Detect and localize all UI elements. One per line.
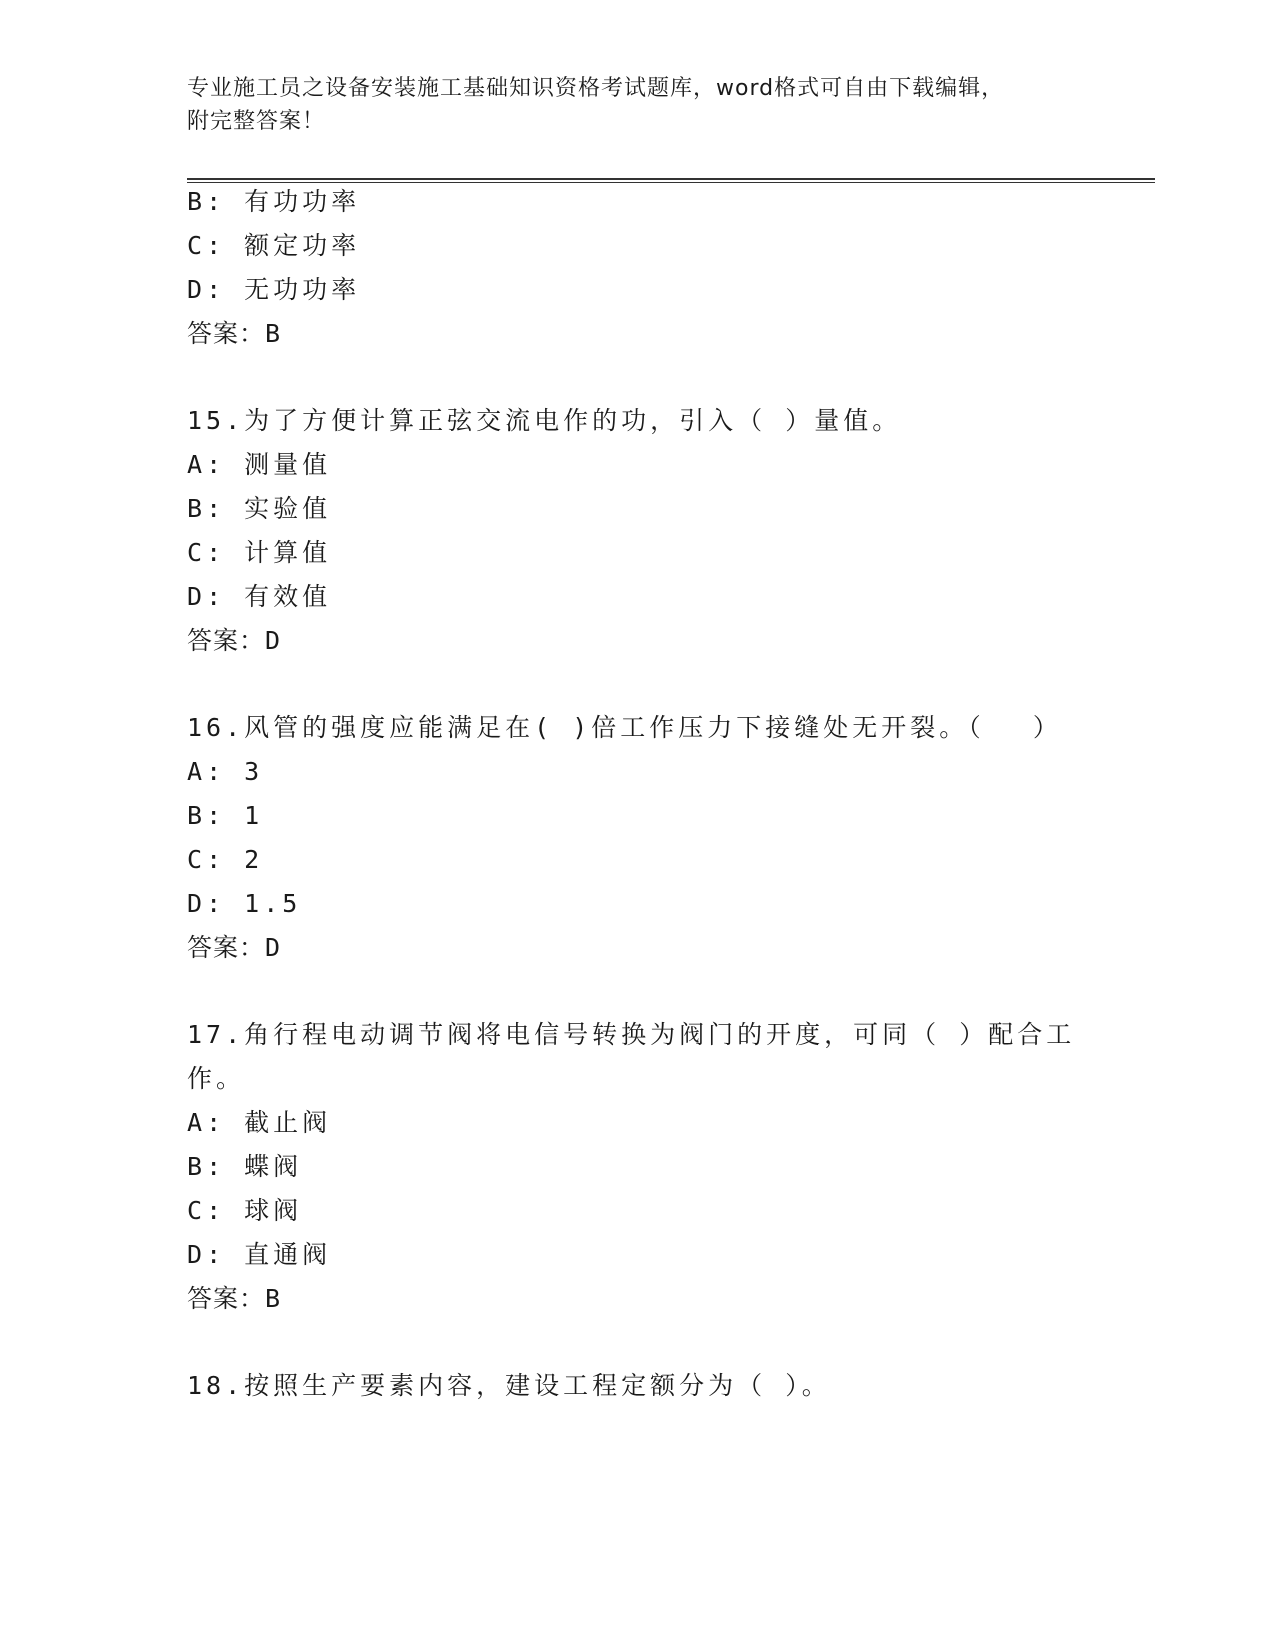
option-c: C: 球阀 [187,1196,303,1225]
question-18: 18.按照生产要素内容，建设工程定额分为（ ）。 [187,1371,831,1400]
option-c: C: 额定功率 [187,231,361,260]
answer: 答案：B [187,1284,282,1313]
document-header [187,72,1067,138]
question-17-continued: 作。 [187,1064,246,1093]
option-b: B: 实验值 [187,494,332,523]
question-17: 17.角行程电动调节阀将电信号转换为阀门的开度，可同（ ）配合工 [187,1020,1076,1049]
option-b: B: 有功功率 [187,187,361,216]
header-divider [187,178,1155,183]
header-line-1: 专业施工员之设备安装施工基础知识资格考试题库，word格式可自由下载编辑， [187,76,1005,101]
option-d: D: 无功功率 [187,275,361,304]
option-c: C: 2 [187,845,264,874]
option-d: D: 1.5 [187,889,302,918]
option-b: B: 蝶阀 [187,1152,303,1181]
question-15: 15.为了方便计算正弦交流电作的功，引入（ ）量值。 [187,406,902,435]
question-16: 16.风管的强度应能满足在( )倍工作压力下接缝处无开裂。（ ） [187,713,1062,742]
answer: 答案：D [187,626,282,655]
option-a: A: 截止阀 [187,1108,332,1137]
header-line-2: 附完整答案！ [187,109,326,134]
answer: 答案：D [187,933,282,962]
option-a: A: 3 [187,757,264,786]
option-d: D: 有效值 [187,582,332,611]
option-d: D: 直通阀 [187,1240,332,1269]
option-b: B: 1 [187,801,264,830]
answer: 答案：B [187,319,282,348]
option-c: C: 计算值 [187,538,332,567]
option-a: A: 测量值 [187,450,332,479]
